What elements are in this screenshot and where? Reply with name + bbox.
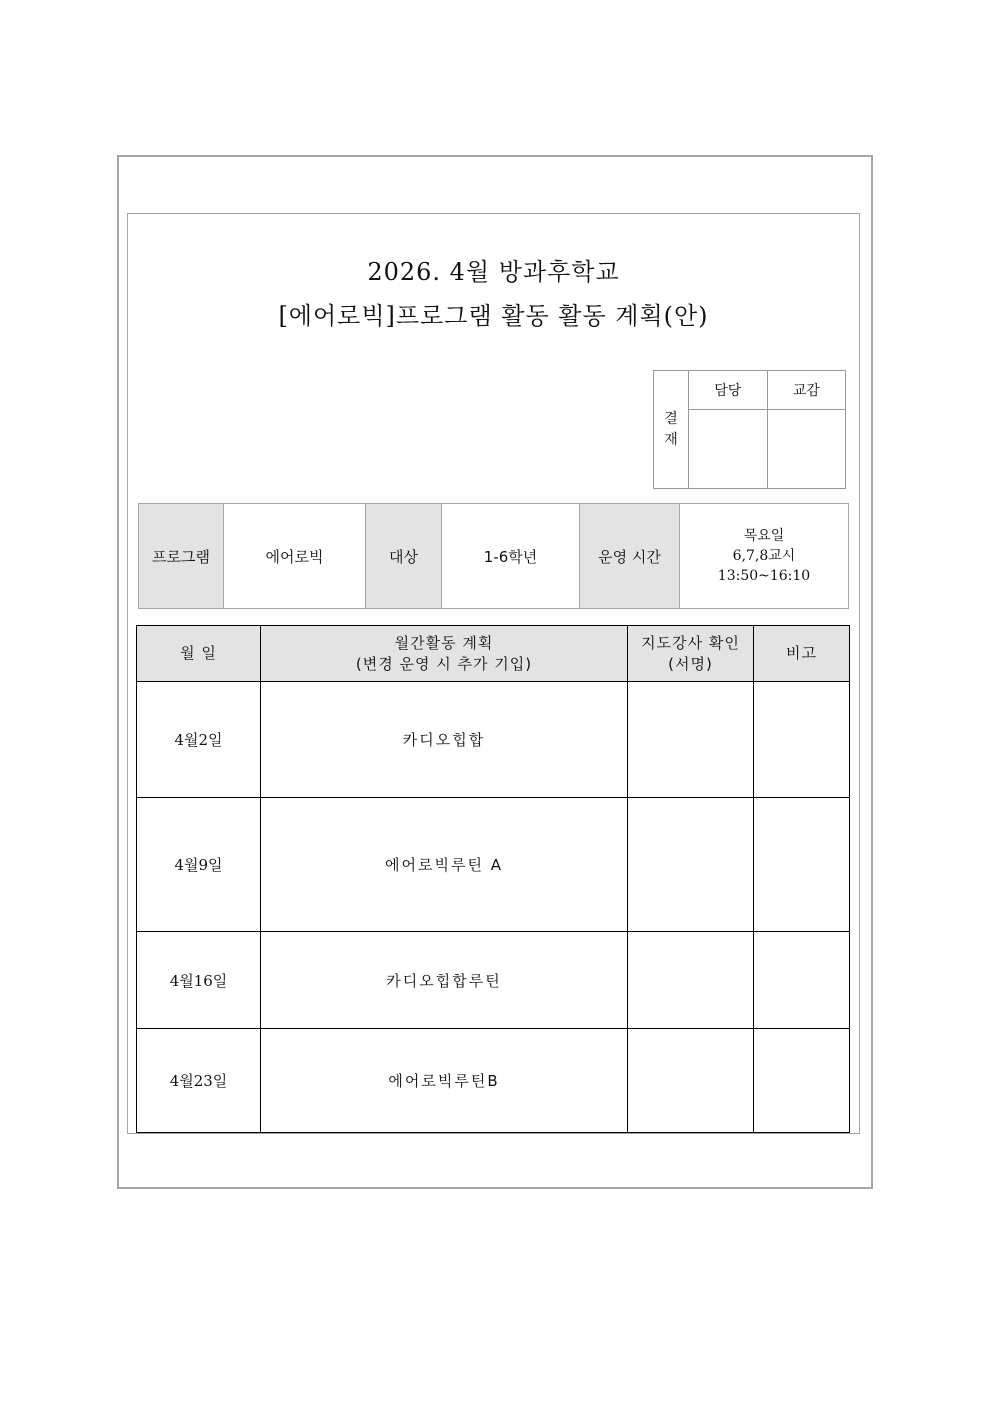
header-date: 월 일 [137, 626, 261, 682]
header-instructor [628, 626, 754, 682]
row-signature[interactable] [628, 932, 754, 1029]
header-activity-title: 월간활동 계획 [394, 633, 494, 652]
target-value: 1-6학년 [442, 504, 580, 609]
row-signature[interactable] [628, 1029, 754, 1133]
approval-side-char-2: 재 [664, 431, 678, 448]
table-row [137, 932, 850, 1029]
approval-box [653, 370, 846, 489]
time-label: 운영 시간 [580, 504, 680, 609]
time-day: 목요일 [743, 528, 785, 544]
row-activity: 에어로빅루틴 A [261, 798, 628, 932]
activity-plan-table [136, 625, 850, 1133]
plan-header-row [137, 626, 850, 682]
row-note[interactable] [754, 932, 850, 1029]
table-row [137, 798, 850, 932]
row-note[interactable] [754, 1029, 850, 1133]
row-activity: 카디오힙합 [261, 682, 628, 798]
table-row [137, 682, 850, 798]
program-info-table [138, 503, 849, 609]
row-date: 4월9일 [137, 798, 261, 932]
row-date: 4월16일 [137, 932, 261, 1029]
target-label: 대상 [366, 504, 442, 609]
program-value: 에어로빅 [224, 504, 366, 609]
approval-signature-vice-principal[interactable] [767, 410, 846, 489]
row-signature[interactable] [628, 682, 754, 798]
document-title: 2026. 4월 방과후학교 [367, 258, 620, 286]
row-note[interactable] [754, 798, 850, 932]
time-range: 13:50~16:10 [717, 568, 811, 584]
header-note: 비고 [754, 626, 850, 682]
program-label: 프로그램 [139, 504, 224, 609]
row-activity: 카디오힙합루틴 [261, 932, 628, 1029]
approval-header-manager: 담당 [689, 371, 768, 410]
header-activity [261, 626, 628, 682]
row-signature[interactable] [628, 798, 754, 932]
header-instructor-note: (서명) [668, 654, 713, 673]
header-activity-note: (변경 운영 시 추가 기입) [355, 654, 533, 673]
header-instructor-title: 지도강사 확인 [641, 633, 740, 652]
approval-side-label [654, 371, 689, 489]
row-date: 4월2일 [137, 682, 261, 798]
approval-signature-manager[interactable] [689, 410, 768, 489]
time-value [680, 504, 849, 609]
row-note[interactable] [754, 682, 850, 798]
approval-side-char-1: 결 [664, 410, 678, 427]
row-date: 4월23일 [137, 1029, 261, 1133]
approval-header-vice-principal: 교감 [767, 371, 846, 410]
table-row [137, 1029, 850, 1133]
time-periods: 6,7,8교시 [732, 548, 796, 564]
document-subtitle: [에어로빅]프로그램 활동 활동 계획(안) [278, 302, 709, 330]
row-activity: 에어로빅루틴B [261, 1029, 628, 1133]
